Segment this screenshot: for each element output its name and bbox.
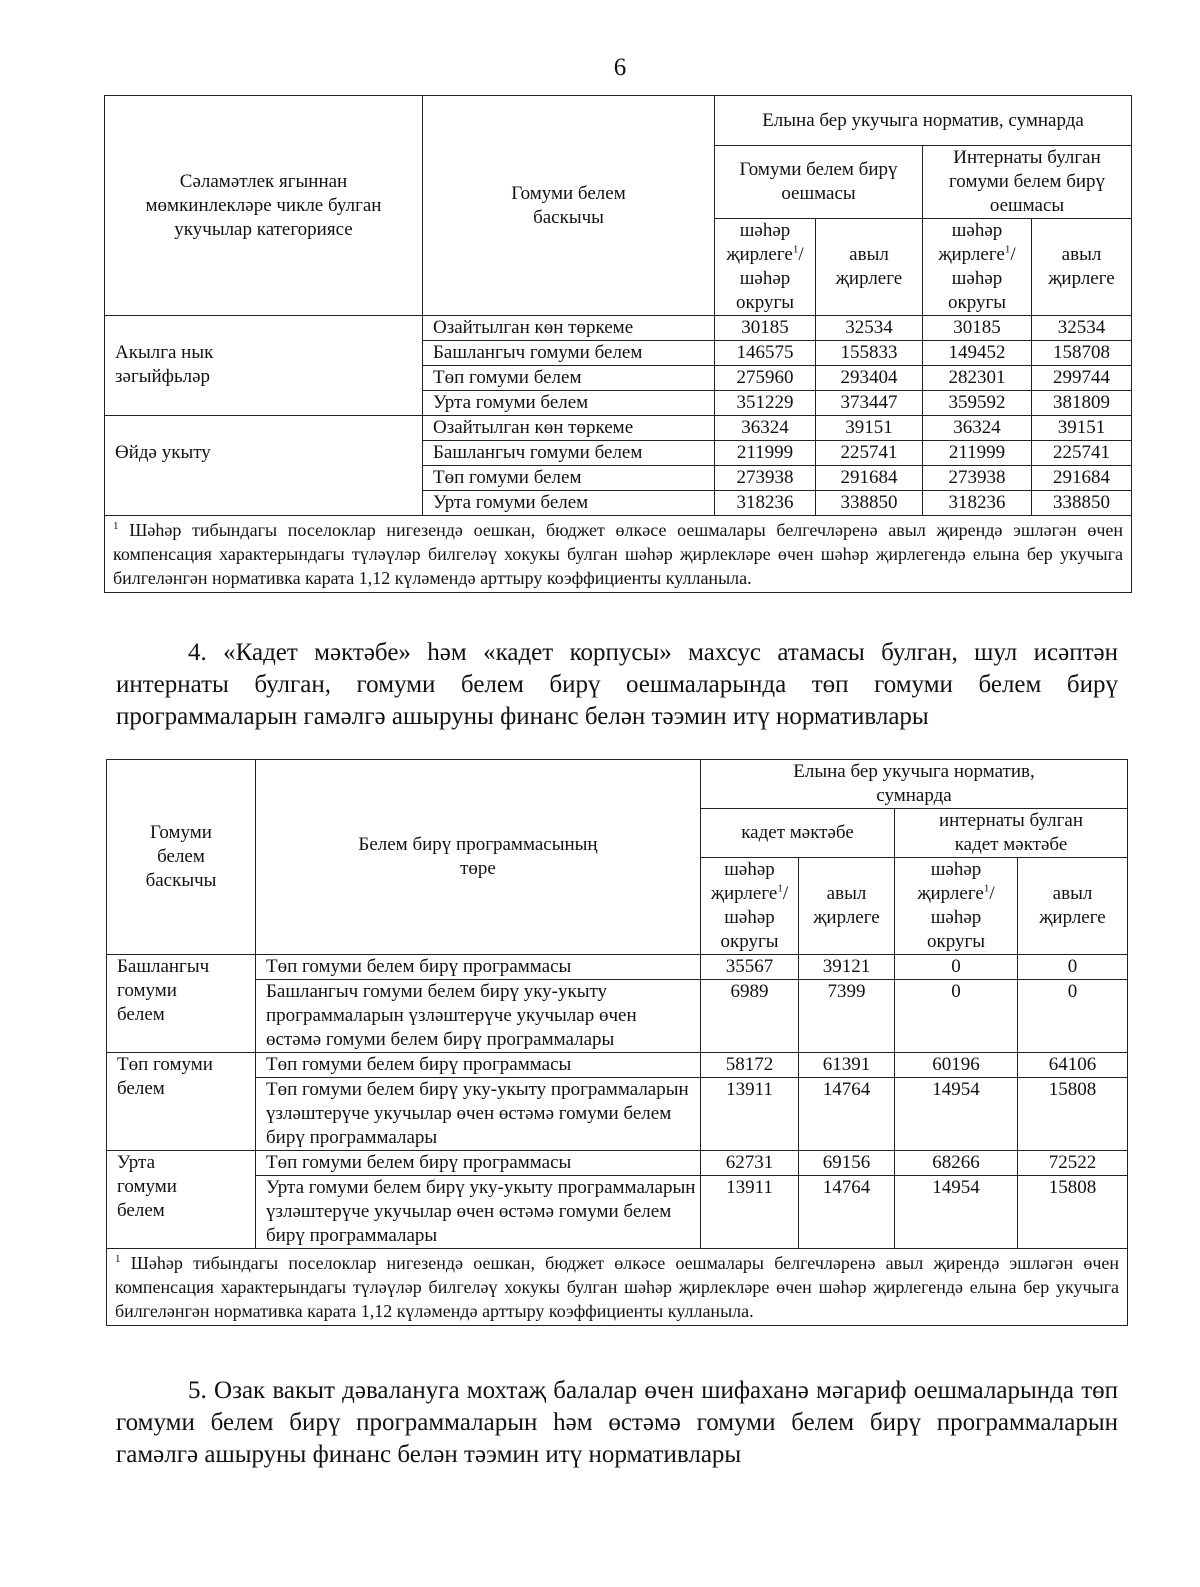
value-cell: 15808 bbox=[1018, 1078, 1128, 1151]
value-cell: 7399 bbox=[799, 980, 895, 1053]
value-cell: 158708 bbox=[1032, 341, 1132, 366]
header-boarding-org: Интернаты булган гомуми белем бирү оешмасы bbox=[923, 146, 1132, 219]
header-cadet-school: кадет мәктәбе bbox=[701, 809, 895, 858]
value-cell: 69156 bbox=[799, 1151, 895, 1176]
table-row bbox=[107, 1053, 1128, 1078]
table-row bbox=[107, 1151, 1128, 1176]
level-cell: Урта гомуми белем bbox=[423, 491, 715, 516]
value-cell: 62731 bbox=[701, 1151, 799, 1176]
header-rural: авыл җирлеге bbox=[1032, 219, 1132, 316]
header-category: Сәламәтлек ягыннан мөмкинлекләре чикле булган укучылар категориясе bbox=[105, 96, 423, 316]
value-cell: 291684 bbox=[1032, 466, 1132, 491]
level-cell: Озайтылган көн төркеме bbox=[423, 416, 715, 441]
value-cell: 60196 bbox=[895, 1053, 1018, 1078]
value-cell: 0 bbox=[1018, 980, 1128, 1053]
value-cell: 318236 bbox=[923, 491, 1032, 516]
table-row bbox=[107, 1176, 1128, 1249]
normative-table-cadet bbox=[106, 759, 1128, 1326]
header-level: Гомуми белем баскычы bbox=[423, 96, 715, 316]
value-cell: 72522 bbox=[1018, 1151, 1128, 1176]
value-cell: 15808 bbox=[1018, 1176, 1128, 1249]
value-cell: 373447 bbox=[816, 391, 923, 416]
header-urban: шәһәр җирлеге$^1$/ шәһәр округы bbox=[715, 219, 816, 316]
value-cell: 338850 bbox=[816, 491, 923, 516]
value-cell: 36324 bbox=[715, 416, 816, 441]
value-cell: 338850 bbox=[1032, 491, 1132, 516]
value-cell: 14764 bbox=[799, 1078, 895, 1151]
value-cell: 30185 bbox=[715, 316, 816, 341]
category-cell bbox=[105, 316, 423, 341]
level-cell: Урта гомуми белем bbox=[423, 391, 715, 416]
level-cell: Башлангыч гомуми белем bbox=[423, 441, 715, 466]
header-rural: авыл җирлеге bbox=[1018, 858, 1128, 955]
value-cell: 58172 bbox=[701, 1053, 799, 1078]
value-cell: 13911 bbox=[701, 1176, 799, 1249]
program-cell: Урта гомуми белем бирү уку-укыту программаларын үзләштерүче укучылар өчен өстәмә гомуми белем бирү программалары bbox=[256, 1176, 701, 1249]
value-cell: 14954 bbox=[895, 1176, 1018, 1249]
value-cell: 6989 bbox=[701, 980, 799, 1053]
value-cell: 39151 bbox=[1032, 416, 1132, 441]
header-normative: Елына бер укучыга норматив, сумнарда bbox=[715, 96, 1132, 146]
value-cell: 39121 bbox=[799, 955, 895, 980]
value-cell: 30185 bbox=[923, 316, 1032, 341]
level-cell: Озайтылган көн төркеме bbox=[423, 316, 715, 341]
category-cell bbox=[105, 416, 423, 441]
value-cell: 211999 bbox=[923, 441, 1032, 466]
category-cell: Акылга нык зәгыйфьләр bbox=[105, 341, 423, 416]
program-cell: Төп гомуми белем бирү программасы bbox=[256, 1053, 701, 1078]
value-cell: 32534 bbox=[816, 316, 923, 341]
header-rural: авыл җирлеге bbox=[816, 219, 923, 316]
level-cell: Төп гомуми белем bbox=[423, 466, 715, 491]
normative-table-health-limited bbox=[104, 95, 1132, 593]
value-cell: 36324 bbox=[923, 416, 1032, 441]
level-cell: Төп гомуми белем bbox=[423, 366, 715, 391]
value-cell: 68266 bbox=[895, 1151, 1018, 1176]
program-cell: Башлангыч гомуми белем бирү уку-укыту программаларын үзләштерүче укучылар өчен өстәмә гомуми белем бирү программалары bbox=[256, 980, 701, 1053]
table-row bbox=[107, 1078, 1128, 1151]
table-row bbox=[105, 441, 1132, 466]
value-cell: 0 bbox=[895, 980, 1018, 1053]
header-urban: шәһәр җирлеге$^1$/ шәһәр округы bbox=[895, 858, 1018, 955]
program-cell: Төп гомуми белем бирү программасы bbox=[256, 1151, 701, 1176]
value-cell: 318236 bbox=[715, 491, 816, 516]
level-cell: Башлангыч гомуми белем bbox=[423, 341, 715, 366]
page-number: 6 bbox=[613, 54, 627, 81]
value-cell: 32534 bbox=[1032, 316, 1132, 341]
value-cell: 14954 bbox=[895, 1078, 1018, 1151]
value-cell: 299744 bbox=[1032, 366, 1132, 391]
value-cell: 273938 bbox=[923, 466, 1032, 491]
header-level: Гомуми белем баскычы bbox=[107, 760, 256, 955]
value-cell: 155833 bbox=[816, 341, 923, 366]
level-cell: Төп гомуми белем bbox=[107, 1053, 256, 1151]
value-cell: 146575 bbox=[715, 341, 816, 366]
category-cell: Өйдә укыту bbox=[105, 441, 423, 516]
program-cell: Төп гомуми белем бирү уку-укыту программаларын үзләштерүче укучылар өчен өстәмә гомуми белем бирү программалары bbox=[256, 1078, 701, 1151]
table-row bbox=[107, 955, 1128, 980]
header-rural: авыл җирлеге bbox=[799, 858, 895, 955]
level-cell: Урта гомуми белем bbox=[107, 1151, 256, 1249]
value-cell: 0 bbox=[1018, 955, 1128, 980]
header-general-org: Гомуми белем бирү оешмасы bbox=[715, 146, 923, 219]
table-row bbox=[107, 980, 1128, 1053]
value-cell: 39151 bbox=[816, 416, 923, 441]
value-cell: 293404 bbox=[816, 366, 923, 391]
table-row bbox=[105, 316, 1132, 341]
value-cell: 14764 bbox=[799, 1176, 895, 1249]
footnote: $^1$ Шәһәр тибындагы поселоклар нигезендә оешкан, бюджет өлкәсе оешмалары белгечләренә авыл җирендә эшләгән өчен компенсация характерындагы түләүләр билгеләү хокукы булган шәһәр җирлекләре өчен шәһәр җирлегендә елына бер укучыга билгеләнгән нормативка карата 1,12 күләмендә арттыру коэффициенты кулланыла. bbox=[107, 1249, 1128, 1326]
value-cell: 0 bbox=[895, 955, 1018, 980]
value-cell: 35567 bbox=[701, 955, 799, 980]
header-urban: шәһәр җирлеге$^1$/ шәһәр округы bbox=[701, 858, 799, 955]
value-cell: 225741 bbox=[816, 441, 923, 466]
level-cell: Башлангыч гомуми белем bbox=[107, 955, 256, 1053]
value-cell: 211999 bbox=[715, 441, 816, 466]
header-normative: Елына бер укучыга норматив, сумнарда bbox=[701, 760, 1128, 809]
header-cadet-boarding: интернаты булган кадет мәктәбе bbox=[895, 809, 1128, 858]
value-cell: 149452 bbox=[923, 341, 1032, 366]
section-4-heading: 4. «Кадет мәктәбе» һәм «кадет корпусы» махсус атамасы булган, шул исәптән интернаты булган, гомуми белем бирү оешмаларында төп гомуми белем бирү программаларын гамәлгә ашыруны финанс белән тәэмин итү нормативлары bbox=[116, 639, 1118, 730]
footnote: $^1$ Шәһәр тибындагы поселоклар нигезендә оешкан, бюджет өлкәсе оешмалары белгечләренә авыл җирендә эшләгән өчен компенсация характерындагы түләүләр билгеләү хокукы булган шәһәр җирлекләре өчен шәһәр җирлегендә елына бер укучыга билгеләнгән нормативка карата 1,12 күләмендә арттыру коэффициенты кулланыла. bbox=[105, 516, 1132, 593]
value-cell: 13911 bbox=[701, 1078, 799, 1151]
value-cell: 225741 bbox=[1032, 441, 1132, 466]
value-cell: 275960 bbox=[715, 366, 816, 391]
program-cell: Төп гомуми белем бирү программасы bbox=[256, 955, 701, 980]
header-program: Белем бирү программасының төре bbox=[256, 760, 701, 955]
table-row bbox=[105, 416, 1132, 441]
header-urban: шәһәр җирлеге$^1$/ шәһәр округы bbox=[923, 219, 1032, 316]
value-cell: 64106 bbox=[1018, 1053, 1128, 1078]
value-cell: 282301 bbox=[923, 366, 1032, 391]
value-cell: 273938 bbox=[715, 466, 816, 491]
value-cell: 359592 bbox=[923, 391, 1032, 416]
value-cell: 351229 bbox=[715, 391, 816, 416]
table-row bbox=[105, 341, 1132, 366]
value-cell: 61391 bbox=[799, 1053, 895, 1078]
section-5-heading: 5. Озак вакыт дәвалануга мохтаҗ балалар өчен шифаханә мәгариф оешмаларында төп гомуми белем бирү программаларын һәм өстәмә гомуми белем бирү программаларын гамәлгә ашыруны финанс белән тәэмин итү нормативлары bbox=[116, 1377, 1118, 1468]
value-cell: 381809 bbox=[1032, 391, 1132, 416]
value-cell: 291684 bbox=[816, 466, 923, 491]
